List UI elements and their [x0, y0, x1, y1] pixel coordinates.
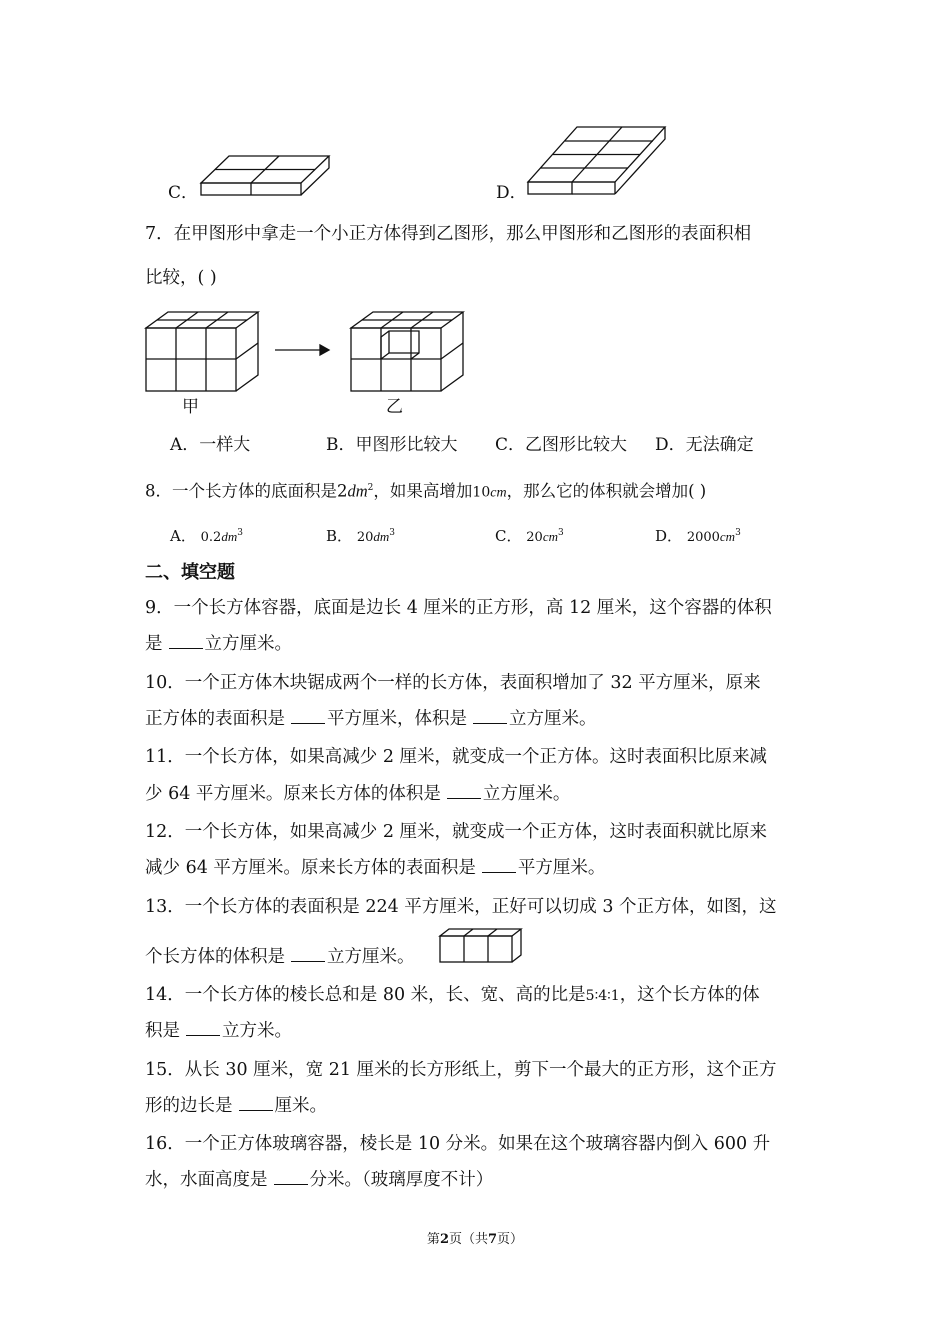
- q13-figure-three-cubes: [439, 928, 523, 964]
- q6-option-c-figure: [200, 155, 330, 197]
- q14-line2: 积是 立方米。: [145, 1021, 292, 1041]
- q7-option-a: A．一样大: [170, 435, 251, 455]
- q6-option-d-figure: [527, 126, 667, 196]
- q7-option-d: D．无法确定: [655, 435, 754, 455]
- q15-line1: 15．从长 30 厘米，宽 21 厘米的长方形纸上，剪下一个最大的正方形，这个正方: [145, 1060, 777, 1080]
- answer-blank: [291, 707, 325, 724]
- q7-text-line1: 7．在甲图形中拿走一个小正方体得到乙图形，那么甲图形和乙图形的表面积相: [145, 224, 752, 244]
- q11-line2: 少 64 平方厘米。原来长方体的体积是 立方厘米。: [145, 784, 571, 804]
- q10-line1: 10．一个正方体木块锯成两个一样的长方体，表面积增加了 32 平方厘米，原来: [145, 673, 761, 693]
- q8-option-c: C． $20cm^3$: [495, 527, 564, 545]
- q14-line1: 14．一个长方体的棱长总和是 80 米，长、宽、高的比是5∶4∶1，这个长方体的体: [145, 985, 760, 1005]
- q15-line2: 形的边长是 厘米。: [145, 1096, 327, 1116]
- q8-option-d: D． $2000cm^3$: [655, 527, 741, 545]
- answer-blank: [473, 707, 507, 724]
- q7-text-line2: 比较，( ): [145, 268, 217, 288]
- q12-line2: 减少 64 平方厘米。原来长方体的表面积是 平方厘米。: [145, 858, 606, 878]
- answer-blank: [186, 1019, 220, 1036]
- q8-option-b: B． $20dm^3$: [326, 527, 395, 545]
- answer-blank: [447, 782, 481, 799]
- q13-line2: 个长方体的体积是 立方厘米。: [145, 947, 415, 967]
- q7-figure-jia: [145, 311, 260, 393]
- q9-line2: 是 立方厘米。: [145, 634, 292, 654]
- q8-text: 8．一个长方体的底面积是$2dm^2$，如果高增加10cm，那么它的体积就会增加( ): [145, 481, 707, 501]
- q6-option-c-label: C．: [168, 183, 199, 203]
- page-footer: 第2页（共7页）: [426, 1232, 524, 1247]
- answer-blank: [291, 945, 325, 962]
- q7-option-b: B．甲图形比较大: [326, 435, 458, 455]
- q16-line2: 水，水面高度是 分米。（玻璃厚度不计）: [145, 1170, 494, 1190]
- q7-figure-yi: [350, 311, 465, 393]
- q10-line2: 正方体的表面积是 平方厘米，体积是 立方厘米。: [145, 709, 597, 729]
- q7-option-c: C．乙图形比较大: [495, 435, 628, 455]
- q11-line1: 11．一个长方体，如果高减少 2 厘米，就变成一个正方体。这时表面积比原来减: [145, 747, 768, 767]
- answer-blank: [274, 1168, 308, 1185]
- q6-option-d-label: D．: [496, 183, 527, 203]
- answer-blank: [482, 856, 516, 873]
- answer-blank: [239, 1094, 273, 1111]
- q13-line1: 13．一个长方体的表面积是 224 平方厘米，正好可以切成 3 个正方体，如图，这: [145, 897, 777, 917]
- q9-line1: 9．一个长方体容器，底面是边长 4 厘米的正方形，高 12 厘米，这个容器的体积: [145, 598, 772, 618]
- q16-line1: 16．一个正方体玻璃容器，棱长是 10 分米。如果在这个玻璃容器内倒入 600 升: [145, 1134, 771, 1154]
- q7-figure-jia-label: 甲: [182, 397, 199, 417]
- answer-blank: [169, 632, 203, 649]
- q8-option-a: A． $0.2dm^3$: [170, 527, 243, 545]
- q12-line1: 12．一个长方体，如果高减少 2 厘米，就变成一个正方体，这时表面积就比原来: [145, 822, 768, 842]
- arrow-right-icon: [274, 344, 330, 356]
- section-title: 二、填空题: [145, 562, 235, 583]
- q7-figure-yi-label: 乙: [386, 397, 403, 417]
